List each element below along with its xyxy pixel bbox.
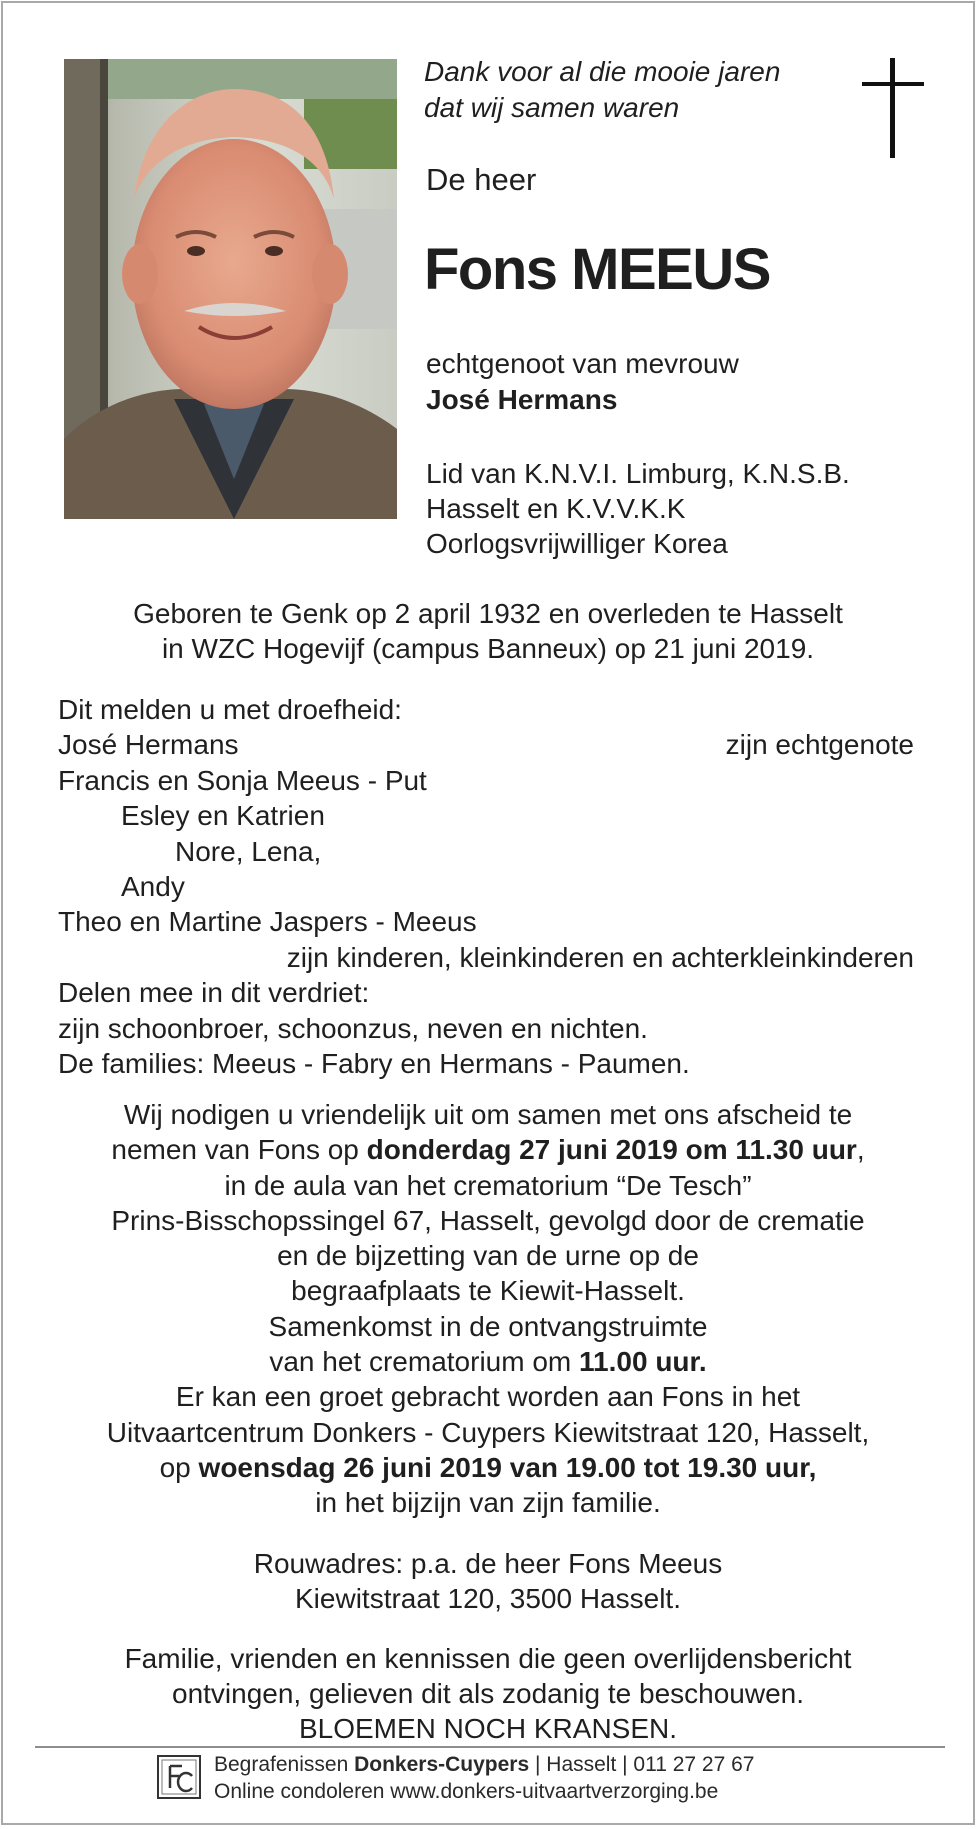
closing-note (40, 1641, 936, 1746)
invitation-line: in de aula van het crematorium “De Tesch” (224, 1169, 752, 1201)
deceased-title: De heer (426, 162, 537, 197)
closing-line: Familie, vrienden en kennissen die geen overlijdensbericht (124, 1643, 852, 1674)
birth-line: Geboren te Genk op 2 april 1932 en overleden te Hasselt (133, 598, 843, 629)
motto (424, 54, 780, 126)
list-item: Theo en Martine Jaspers - Meeus (58, 906, 477, 938)
invitation-line: begraafplaats te Kiewit-Hasselt. (291, 1275, 685, 1307)
funeral-home-logo-icon (156, 1754, 202, 1800)
cross-icon (862, 58, 924, 158)
share-intro: Delen mee in dit verdriet: (58, 977, 370, 1009)
funeral-invitation (40, 1097, 936, 1521)
invitation-text: nemen van Fons op (111, 1134, 367, 1166)
membership-line: Oorlogsvrijwilliger Korea (426, 528, 728, 559)
mourning-address (40, 1546, 936, 1616)
list-item (58, 727, 914, 762)
closing-line: BLOEMEN NOCH KRANSEN. (298, 1713, 678, 1744)
invitation-line: Prins-Bisschopssingel 67, Hasselt, gevolgd door de crematie (111, 1204, 865, 1236)
invitation-line: in het bijzijn van zijn familie. (315, 1487, 661, 1519)
footer-company-line (214, 1753, 755, 1777)
deceased-name: Fons MEEUS (424, 237, 770, 302)
mourner-name: José Hermans (58, 729, 239, 761)
list-item: Andy (121, 870, 185, 902)
list-item: De families: Meeus - Fabry en Hermans - Paumen. (58, 1047, 690, 1079)
mourner-role: zijn echtgenote (725, 729, 914, 761)
list-item: zijn schoonbroer, schoonzus, neven en nichten. (58, 1012, 648, 1044)
list-item: Nore, Lena, (175, 835, 322, 867)
invitation-line (40, 1132, 936, 1167)
address-line: Kiewitstraat 120, 3500 Hasselt. (295, 1583, 681, 1614)
invitation-line: Samenkomst in de ontvangstruimte (268, 1310, 708, 1342)
spouse-lead: echtgenoot van mevrouw (426, 348, 739, 379)
invitation-line (40, 1450, 936, 1485)
address-line: Rouwadres: p.a. de heer Fons Meeus (253, 1548, 723, 1579)
footer-online-condolence[interactable]: Online condoleren www.donkers-uitvaartverzorging.be (214, 1780, 719, 1803)
list-item (58, 940, 914, 975)
footer-divider (35, 1746, 945, 1748)
visitation-datetime: woensdag 26 juni 2019 van 19.00 tot 19.30 uur, (198, 1451, 817, 1483)
invitation-text: van het crematorium om (269, 1346, 580, 1378)
invitation-line: Er kan een groet gebracht worden aan Fons in het (175, 1381, 801, 1413)
invitation-line (40, 1344, 936, 1379)
ceremony-datetime: donderdag 27 juni 2019 om 11.30 uur (366, 1134, 857, 1166)
footer-text: Begrafenissen (214, 1753, 355, 1776)
invitation-line: en de bijzetting van de urne op de (277, 1240, 699, 1272)
portrait-photo (64, 59, 397, 519)
closing-line: ontvingen, gelieven dit als zodanig te beschouwen. (172, 1678, 804, 1709)
membership-line: Lid van K.N.V.I. Limburg, K.N.S.B. (426, 458, 850, 489)
list-item: Francis en Sonja Meeus - Put (58, 764, 427, 796)
mourner-role: zijn kinderen, kleinkinderen en achterkleinkinderen (286, 941, 914, 973)
invitation-line: Wij nodigen u vriendelijk uit om samen met ons afscheid te (123, 1099, 853, 1130)
birth-death-info (40, 596, 936, 666)
gathering-time: 11.00 uur. (579, 1346, 707, 1378)
mourners-list (58, 692, 914, 1081)
list-item: Esley en Katrien (121, 800, 325, 832)
motto-line: dat wij samen waren (424, 92, 680, 123)
motto-line: Dank voor al die mooie jaren (424, 56, 781, 87)
death-line: in WZC Hogevijf (campus Banneux) op 21 juni 2019. (161, 633, 815, 664)
membership (426, 456, 850, 561)
spouse-name: José Hermans (426, 384, 618, 415)
invitation-line: Uitvaartcentrum Donkers - Cuypers Kiewitstraat 120, Hasselt, (106, 1416, 870, 1448)
membership-line: Hasselt en K.V.V.K.K (426, 493, 686, 524)
invitation-text: op (159, 1451, 199, 1483)
invitation-text: , (856, 1134, 865, 1166)
footer-company-name: Donkers-Cuypers (354, 1753, 530, 1776)
mourners-intro: Dit melden u met droefheid: (58, 694, 402, 725)
footer-contact: | Hasselt | 011 27 27 67 (529, 1753, 755, 1776)
